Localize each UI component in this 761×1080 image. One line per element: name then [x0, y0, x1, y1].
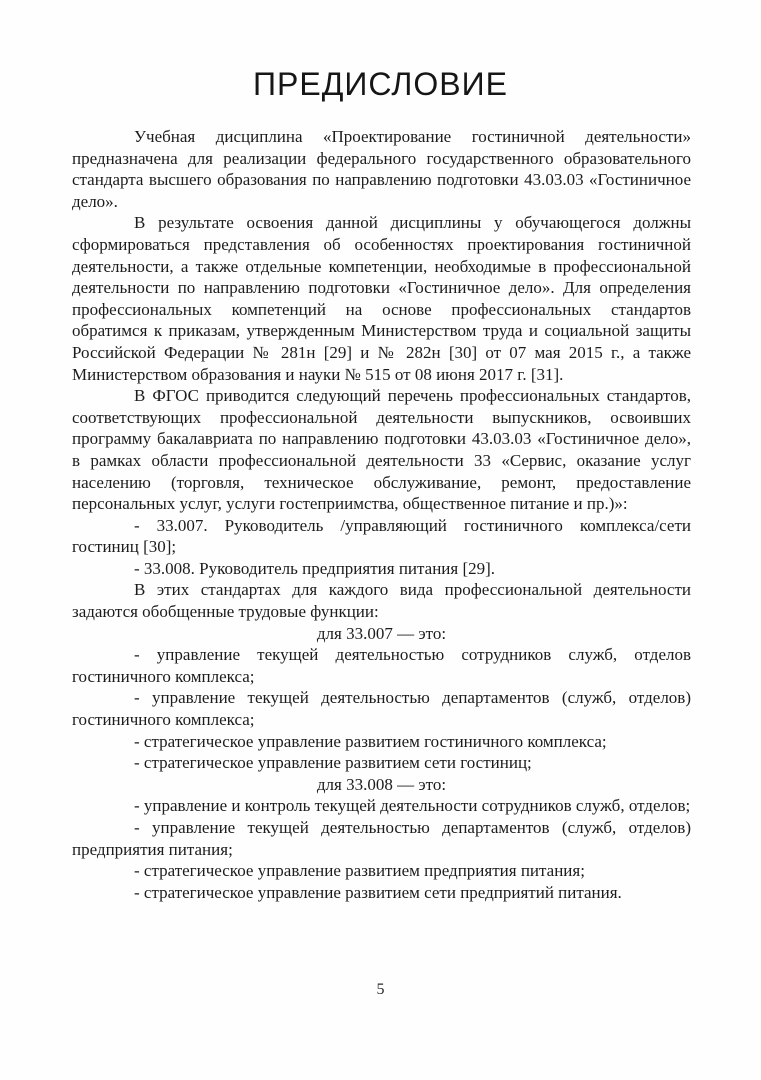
- paragraph: В ФГОС приводится следующий перечень профессиональных стандартов, соответствующих профессиональной деятельности выпускников, освоивших программу бакалавриата по направлению подготовки 43.03.03 «Гостиничное дело», в рамках области профессиональной деятельности 33 «Сервис, оказание услуг населению (торговля, техническое обслуживание, ремонт, предоставление персональных услуг, услуги гостеприимства, общественное питание и пр.)»:: [72, 386, 691, 514]
- page-number: 5: [376, 981, 385, 998]
- list-item: - стратегическое управление развитием сети гостиниц;: [134, 753, 532, 773]
- list-item: - 33.007. Руководитель /управляющий гостиничного комплекса/сети гостиниц [30];: [72, 515, 691, 557]
- list-item: - стратегическое управление развитием предприятия питания;: [134, 861, 585, 881]
- paragraph: Учебная дисциплина «Проектирование гостиничной деятельности» предназначена для реализации федерального государственного образовательного стандарта высшего образования по направлению подготовки 43.03.03 «Гостиничное дело».: [72, 127, 691, 211]
- paragraph: В результате освоения данной дисциплины у обучающегося должны сформироваться представления об особенностях проектирования гостиничной деятельности, а также отдельные компетенции, необходимые в профессиональной деятельности по направлению подготовки «Гостиничное дело». Для определения профессиональных компетенций на основе профессиональных стандартов обратимся к приказам, утвержденным Министерством труда и социальной защиты Российской Федерации № 281н [29] и № 282н [30] от 07 мая 2015 г., а также Министерством образования и науки № 515 от 08 июня 2017 г. [31].: [72, 213, 691, 384]
- document-body: [72, 126, 691, 903]
- list-item: - стратегическое управление развитием гостиничного комплекса;: [134, 731, 607, 751]
- list-item: - 33.008. Руководитель предприятия питания [29].: [134, 558, 496, 578]
- centered-line: для 33.007 — это:: [316, 623, 447, 643]
- centered-line: для 33.008 — это:: [316, 774, 447, 794]
- list-item: - управление текущей деятельностью департаментов (служб, отделов) гостиничного комплекса;: [72, 688, 691, 730]
- list-item: - стратегическое управление развитием сети предприятий питания.: [134, 882, 622, 902]
- list-item: - управление текущей деятельностью сотрудников служб, отделов гостиничного комплекса;: [72, 645, 691, 686]
- paragraph: В этих стандартах для каждого вида профессиональной деятельности задаются обобщенные трудовые функции:: [72, 580, 691, 622]
- page-title: ПРЕДИСЛОВИЕ: [253, 66, 508, 102]
- list-item: - управление текущей деятельностью департаментов (служб, отделов) предприятия питания;: [72, 818, 691, 859]
- list-item: - управление и контроль текущей деятельности сотрудников служб, отделов;: [134, 796, 691, 816]
